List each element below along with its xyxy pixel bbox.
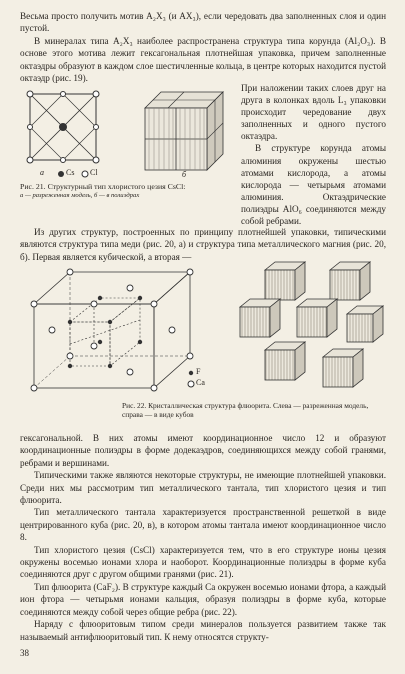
page-number: 38 <box>20 648 29 658</box>
top-text <box>20 10 386 84</box>
paragraph: гексагональной. В них атомы имеют координационное число 12 и образуют координационные полиэдры в форме додекаэдров, соединяющихся между собой гранями, ребрами и вершинами. <box>20 433 386 468</box>
paragraph: Весьма просто получить мотив A₂X₃ (и AX₃), если чередовать два заполненных слоя и один пустой. <box>20 11 386 34</box>
fig22-caption: Рис. 22. Кристаллическая структура флюорита. Слева — разреженная модель, справа — в виде кубов <box>122 401 369 420</box>
fig21-polyhedra-model <box>145 92 223 172</box>
fig21-legend-cs-icon <box>57 170 65 178</box>
fig22-legend-ca-icon <box>187 380 195 388</box>
fig22-sparse-model <box>30 268 210 392</box>
fig22-legend-f: F <box>196 367 201 376</box>
fig22-legend-f-icon <box>188 370 194 376</box>
paragraph: Тип металлического тантала характеризуется пространственной решеткой в виде центрированного куба (рис. 20, в), в котором атомы тантала имеют координационное число 8. <box>20 507 386 543</box>
fig21-label-b: б <box>182 170 187 179</box>
fig22-cubes-model <box>235 262 385 392</box>
fig21-sparse-model <box>24 88 104 168</box>
fig21-subtitle: а — разреженная модель, б — в полиэдрах <box>20 192 140 200</box>
right-column-text <box>241 82 386 227</box>
paragraph: Тип хлористого цезия (CsCl) характеризуется тем, что в его структуре ионы цезия окружены восемью ионами хлора и наоборот. Координационные полиэдры в форме куба соединяются друг с другом общими гранями (рис. 21). <box>20 544 386 580</box>
fig21-legend-cl-icon <box>81 170 89 178</box>
paragraph: Наряду с флюоритовым типом среди минералов пользуется развитием также так называемый антифлюоритовый тип. К нему относятся структу- <box>20 619 386 642</box>
paragraph: В структуре корунда атомы алюминия окружены шестью атомами кислорода, а атомы кислорода — четырьмя атомами алюминия. Октаэдрические полиэдры AlO₆ соединяются между собой ребрами. <box>241 143 386 227</box>
bottom-text <box>20 432 386 643</box>
fig21-label-a: a <box>40 168 44 177</box>
fig22-legend-ca: Ca <box>196 378 205 387</box>
paragraph: В минералах типа A₂X₃ наиболее распространена структура типа корунда (Al₂O₃). В основе этого мотива лежит гексагональная плотнейшая упаковка, причем заполненные октаэдры образуют в каждом слое шестичленные кольца, в центре которых находится пустой октаэдр (рис. 19). <box>20 35 386 84</box>
fig21-legend-cs: Cs <box>66 168 75 177</box>
middle-paragraph: Из других структур, построенных по принципу плотнейшей упаковки, типическими являются структура типа меди (рис. 20, а) и структура типа металлического магния (рис. 20, б). Первая является кубической, а вторая — <box>20 227 386 262</box>
paragraph: При наложении таких слоев друг на друга в колонках вдоль L₃ упаковки происходит чередование двух заполненных и одного пустого октаэдра. <box>241 83 386 142</box>
paragraph: Тип флюорита (CaF₂). В структуре каждый Ca окружен восемью ионами фтора, а каждый ион фтора — четырьмя ионами кальция, образуя полиэдры в форме куба, которые соединяются между собой через общие ребра (рис. 22). <box>20 581 386 617</box>
paragraph: Типическими также являются некоторые структуры, не имеющие плотнейшей упаковки. Среди них мы рассмотрим тип металлического тантала, тип хлористого цезия и тип флюорита. <box>20 470 386 506</box>
fig21-title: Рис. 21. Структурный тип хлористого цезия CsCl: <box>20 182 186 191</box>
fig21-caption <box>20 182 235 201</box>
fig21-legend-cl: Cl <box>90 168 98 177</box>
